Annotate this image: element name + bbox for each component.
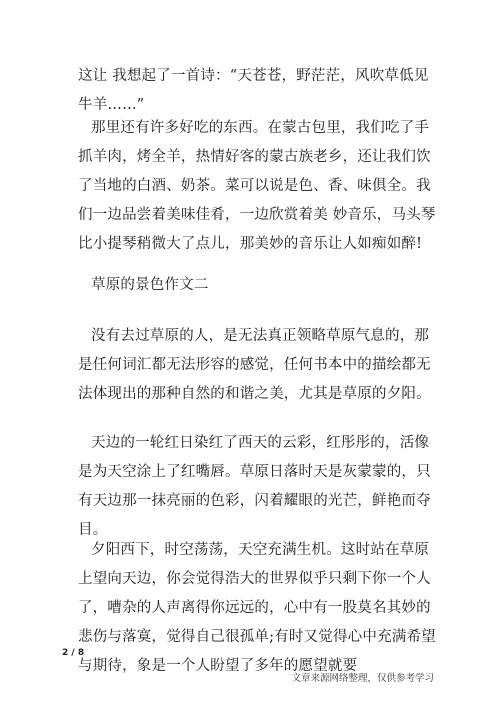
paragraph-intro: 没有去过草原的人，是无法真正领略草原气息的，那是任何词汇都无法形容的感觉，任何书本中的描绘都无法体现出的那种自然的和谐之美，尤其是草原的夕阳。 <box>78 328 431 402</box>
section-heading: 草原的景色作文二 <box>91 277 209 293</box>
paragraph-dusk: 夕阳西下，时空荡荡，天空充满生机。这时站在草原上望向天边，你会觉得浩大的世界似乎只剩下你一个人了，嘈杂的人声离得你远远的，心中有一股莫名其妙的悲伤与落寞，觉得自己很孤单;有时又觉得心中充满希望与期待，象是一个人盼望了多年的愿望就要 <box>78 542 436 674</box>
paragraph-poem-quote: 这让 我想起了一首诗：“天苍苍，野茫茫，风吹草低见牛羊……” <box>78 68 429 113</box>
source-note: 文章来源网络整理，仅供参考学习 <box>291 673 434 684</box>
paragraph-sunset: 天边的一轮红日染红了西天的云彩，红彤彤的，活像是为天空涂上了红嘴唇。草原日落时天是灰蒙蒙的，只有天边那一抹亮丽的色彩，闪着耀眼的光芒，鲜艳而夺目。 <box>78 435 431 538</box>
paragraph-food: 那里还有许多好吃的东西。在蒙古包里，我们吃了手抓羊肉，烤全羊，热情好客的蒙古族老乡，还让我们饮了当地的白酒、奶茶。菜可以说是色、香、味俱全。我们一边品尝着美味佳肴，一边欣赏着美 妙音乐，马头琴比小提琴稍微大了点儿，那美妙的音乐让人如痴如醉! <box>78 120 436 252</box>
page-number: 2 / 8 <box>62 648 85 658</box>
